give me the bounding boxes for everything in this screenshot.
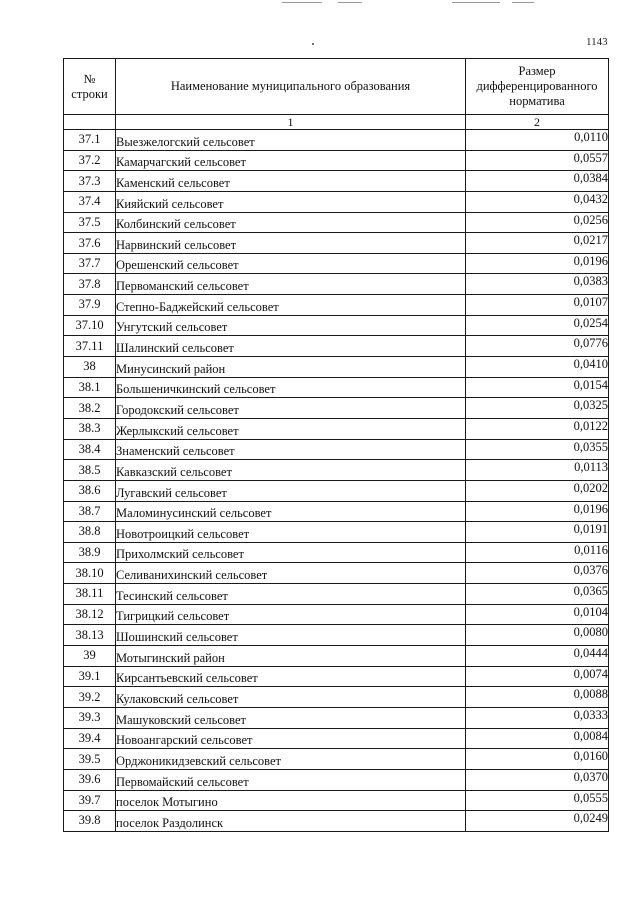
table-row <box>64 274 609 295</box>
table-row <box>64 811 609 832</box>
table-row <box>64 315 609 336</box>
row-number-cell: 38.8 <box>64 522 116 543</box>
table-row <box>64 769 609 790</box>
normative-value-cell: 0,0325 <box>466 398 609 419</box>
row-number-cell: 38.10 <box>64 563 116 584</box>
table-row <box>64 336 609 357</box>
table-row <box>64 130 609 151</box>
municipality-name-cell: Выезжелогский сельсовет <box>116 130 466 151</box>
normative-value-cell: 0,0154 <box>466 377 609 398</box>
municipality-name-cell: Кулаковский сельсовет <box>116 687 466 708</box>
normative-value-cell: 0,0074 <box>466 666 609 687</box>
normative-value-cell: 0,0555 <box>466 790 609 811</box>
municipality-name-cell: Первоманский сельсовет <box>116 274 466 295</box>
normative-value-cell: 0,0355 <box>466 439 609 460</box>
row-number-cell: 37.7 <box>64 253 116 274</box>
table-row <box>64 191 609 212</box>
municipality-name-cell: Прихолмский сельсовет <box>116 542 466 563</box>
row-number-cell: 38.11 <box>64 584 116 605</box>
table-row <box>64 439 609 460</box>
normative-value-cell: 0,0370 <box>466 769 609 790</box>
normative-value-cell: 0,0084 <box>466 728 609 749</box>
page-number: 1143 <box>586 36 608 48</box>
municipality-name-cell: Орджоникидзевский сельсовет <box>116 749 466 770</box>
column-index-row <box>64 115 609 130</box>
row-number-cell: 39 <box>64 646 116 667</box>
table-row <box>64 563 609 584</box>
normative-value-cell: 0,0444 <box>466 646 609 667</box>
municipality-name-cell: Жерлыкский сельсовет <box>116 418 466 439</box>
normative-value-cell: 0,0384 <box>466 171 609 192</box>
normative-value-cell: 0,0196 <box>466 501 609 522</box>
normative-value-cell: 0,0110 <box>466 130 609 151</box>
municipality-name-cell: Маломинусинский сельсовет <box>116 501 466 522</box>
municipality-name-cell: Машуковский сельсовет <box>116 707 466 728</box>
table-row <box>64 460 609 481</box>
table-row <box>64 377 609 398</box>
row-number-cell: 39.2 <box>64 687 116 708</box>
header-row-number <box>64 59 116 115</box>
municipality-name-cell: Кирсантьевский сельсовет <box>116 666 466 687</box>
municipality-name-cell: поселок Мотыгино <box>116 790 466 811</box>
normative-value-cell: 0,0376 <box>466 563 609 584</box>
scan-artifact-line <box>282 2 322 3</box>
table-row <box>64 687 609 708</box>
normative-value-cell: 0,0191 <box>466 522 609 543</box>
table-header-row <box>64 59 609 115</box>
header-municipality-name-label: Наименование муниципального образования <box>170 79 411 93</box>
normative-value-cell: 0,0256 <box>466 212 609 233</box>
row-number-cell: 37.3 <box>64 171 116 192</box>
municipality-name-cell: Нарвинский сельсовет <box>116 233 466 254</box>
row-number-cell: 38.12 <box>64 604 116 625</box>
row-number-cell: 37.2 <box>64 150 116 171</box>
municipality-name-cell: Новоангарский сельсовет <box>116 728 466 749</box>
row-number-cell: 37.11 <box>64 336 116 357</box>
municipality-name-cell: Унгутский сельсовет <box>116 315 466 336</box>
normative-value-cell: 0,0202 <box>466 480 609 501</box>
normative-value-cell: 0,0107 <box>466 295 609 316</box>
municipality-name-cell: Шошинский сельсовет <box>116 625 466 646</box>
municipality-name-cell: Новотроицкий сельсовет <box>116 522 466 543</box>
table-row <box>64 604 609 625</box>
table-row <box>64 646 609 667</box>
normative-value-cell: 0,0410 <box>466 357 609 378</box>
municipality-name-cell: Кияйский сельсовет <box>116 191 466 212</box>
row-number-cell: 38.5 <box>64 460 116 481</box>
row-number-cell: 38.9 <box>64 542 116 563</box>
municipality-name-cell: Селиванихинский сельсовет <box>116 563 466 584</box>
municipality-name-cell: Тесинский сельсовет <box>116 584 466 605</box>
table-row <box>64 295 609 316</box>
row-number-cell: 39.8 <box>64 811 116 832</box>
table-row <box>64 171 609 192</box>
normative-value-cell: 0,0383 <box>466 274 609 295</box>
normative-value-cell: 0,0365 <box>466 584 609 605</box>
normative-value-cell: 0,0104 <box>466 604 609 625</box>
row-number-cell: 38.3 <box>64 418 116 439</box>
normative-value-cell: 0,0196 <box>466 253 609 274</box>
row-number-cell: 39.3 <box>64 707 116 728</box>
municipality-name-cell: Мотыгинский район <box>116 646 466 667</box>
row-number-cell: 39.6 <box>64 769 116 790</box>
row-number-cell: 39.4 <box>64 728 116 749</box>
table-row <box>64 707 609 728</box>
table-row <box>64 357 609 378</box>
row-number-cell: 37.1 <box>64 130 116 151</box>
column-index-num <box>64 115 116 130</box>
row-number-cell: 38.4 <box>64 439 116 460</box>
normative-value-cell: 0,0333 <box>466 707 609 728</box>
normative-value-cell: 0,0249 <box>466 811 609 832</box>
municipality-name-cell: Камарчагский сельсовет <box>116 150 466 171</box>
normative-value-cell: 0,0776 <box>466 336 609 357</box>
table-row <box>64 749 609 770</box>
row-number-cell: 39.5 <box>64 749 116 770</box>
row-number-cell: 37.6 <box>64 233 116 254</box>
table-row <box>64 212 609 233</box>
row-number-cell: 37.10 <box>64 315 116 336</box>
municipality-name-cell: Колбинский сельсовет <box>116 212 466 233</box>
normative-value-cell: 0,0557 <box>466 150 609 171</box>
municipality-name-cell: Знаменский сельсовет <box>116 439 466 460</box>
table-row <box>64 584 609 605</box>
municipality-name-cell: Большеничкинский сельсовет <box>116 377 466 398</box>
header-row-number-label: № строки <box>71 71 108 101</box>
row-number-cell: 38.13 <box>64 625 116 646</box>
row-number-cell: 37.9 <box>64 295 116 316</box>
normative-value-cell: 0,0432 <box>466 191 609 212</box>
normative-table <box>63 58 609 832</box>
scan-artifact-dot <box>312 43 314 45</box>
municipality-name-cell: Минусинский район <box>116 357 466 378</box>
column-index-value: 2 <box>466 115 609 130</box>
municipality-name-cell: Первомайский сельсовет <box>116 769 466 790</box>
normative-value-cell: 0,0088 <box>466 687 609 708</box>
municipality-name-cell: поселок Раздолинск <box>116 811 466 832</box>
table-row <box>64 625 609 646</box>
municipality-name-cell: Орешенский сельсовет <box>116 253 466 274</box>
header-municipality-name <box>116 59 466 115</box>
table-row <box>64 542 609 563</box>
municipality-name-cell: Лугавский сельсовет <box>116 480 466 501</box>
scan-artifact-line <box>452 2 500 3</box>
normative-value-cell: 0,0160 <box>466 749 609 770</box>
municipality-name-cell: Тигрицкий сельсовет <box>116 604 466 625</box>
table-row <box>64 398 609 419</box>
table-row <box>64 728 609 749</box>
row-number-cell: 38.2 <box>64 398 116 419</box>
normative-value-cell: 0,0122 <box>466 418 609 439</box>
row-number-cell: 37.8 <box>64 274 116 295</box>
header-normative-size <box>466 59 609 115</box>
table-row <box>64 666 609 687</box>
municipality-name-cell: Городокский сельсовет <box>116 398 466 419</box>
row-number-cell: 39.7 <box>64 790 116 811</box>
table-row <box>64 233 609 254</box>
table-row <box>64 480 609 501</box>
table-row <box>64 253 609 274</box>
row-number-cell: 38.7 <box>64 501 116 522</box>
row-number-cell: 38 <box>64 357 116 378</box>
municipality-name-cell: Каменский сельсовет <box>116 171 466 192</box>
scan-artifact-line <box>512 2 534 3</box>
municipality-name-cell: Шалинский сельсовет <box>116 336 466 357</box>
normative-value-cell: 0,0217 <box>466 233 609 254</box>
normative-value-cell: 0,0116 <box>466 542 609 563</box>
table-row <box>64 790 609 811</box>
table-row <box>64 522 609 543</box>
row-number-cell: 37.4 <box>64 191 116 212</box>
row-number-cell: 39.1 <box>64 666 116 687</box>
normative-value-cell: 0,0080 <box>466 625 609 646</box>
table-row <box>64 418 609 439</box>
normative-value-cell: 0,0254 <box>466 315 609 336</box>
municipality-name-cell: Кавказский сельсовет <box>116 460 466 481</box>
table-row <box>64 501 609 522</box>
row-number-cell: 37.5 <box>64 212 116 233</box>
normative-value-cell: 0,0113 <box>466 460 609 481</box>
municipality-name-cell: Степно-Баджейский сельсовет <box>116 295 466 316</box>
table-body <box>64 130 609 832</box>
scan-artifact-line <box>338 2 362 3</box>
header-normative-size-label: Размер дифференцированного норматива <box>476 64 598 108</box>
row-number-cell: 38.6 <box>64 480 116 501</box>
row-number-cell: 38.1 <box>64 377 116 398</box>
column-index-name: 1 <box>116 115 466 130</box>
table-row <box>64 150 609 171</box>
